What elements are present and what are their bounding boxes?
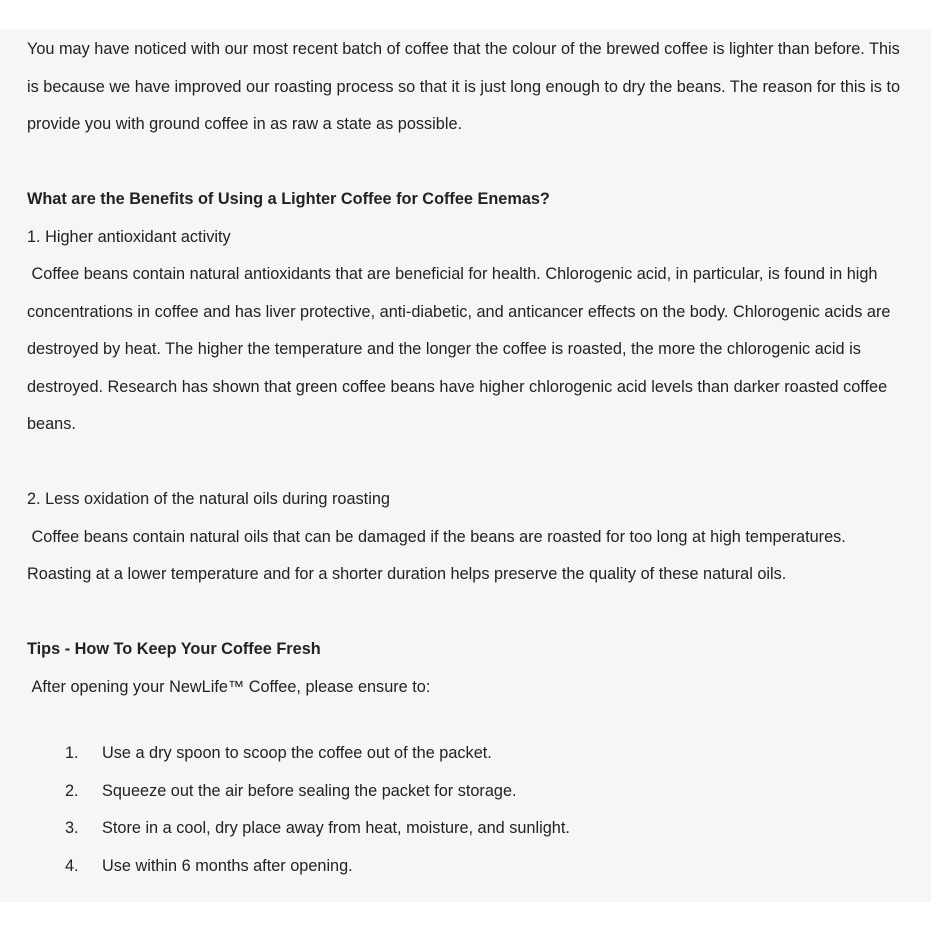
list-item-number: 4. [65,856,79,875]
benefit-title-1: 1. Higher antioxidant activity [27,227,231,246]
spacer [27,594,907,632]
list-item-text: Squeeze out the air before sealing the packet for storage. [102,781,517,800]
list-item-number: 3. [65,819,79,837]
tips-list [27,735,907,885]
benefits-heading: What are the Benefits of Using a Lighter Coffee for Coffee Enemas? [27,190,550,208]
tips-heading: Tips - How To Keep Your Coffee Fresh [27,640,321,658]
list-item-text: Use a dry spoon to scoop the coffee out of the packet. [102,744,492,762]
list-item-number: 1. [65,744,79,762]
article-panel [0,29,931,902]
spacer [27,144,907,182]
list-item [27,848,907,886]
spacer [27,706,907,735]
list-item-text: Use within 6 months after opening. [102,856,353,875]
list-item-number: 2. [65,781,79,800]
list-item [27,735,907,773]
spacer [27,444,907,482]
list-item [27,810,907,848]
list-item-text: Store in a cool, dry place away from heat, moisture, and sunlight. [102,819,570,837]
intro-paragraph: You may have noticed with our most recent batch of coffee that the colour of the brewed coffee is lighter than before. This is because we have improved our roasting process so that it is just long enough to dry the beans. The reason for this is to provide you with ground coffee in as raw a state as possible. [27,40,901,133]
benefit-title-2: 2. Less oxidation of the natural oils during roasting [27,490,390,508]
article-content [27,31,907,885]
benefit-body-2: Coffee beans contain natural oils that can be damaged if the beans are roasted for too long at high temperatures. Roasting at a lower temperature and for a shorter duration helps preserve the quality of these natural oils. [27,527,851,583]
list-item [27,773,907,811]
benefit-body-1: Coffee beans contain natural antioxidants that are beneficial for health. Chlorogenic acid, in particular, is found in high concentrations in coffee and has liver protective, anti-diabetic, and anticancer effects on the body. Chlorogenic acids are destroyed by heat. The higher the temperature and the longer the coffee is roasted, the more the chlorogenic acid is destroyed. Research has shown that green coffee beans have higher chlorogenic acid levels than darker roasted coffee beans. [27,265,895,433]
tips-intro: After opening your NewLife™ Coffee, please ensure to: [27,677,431,696]
